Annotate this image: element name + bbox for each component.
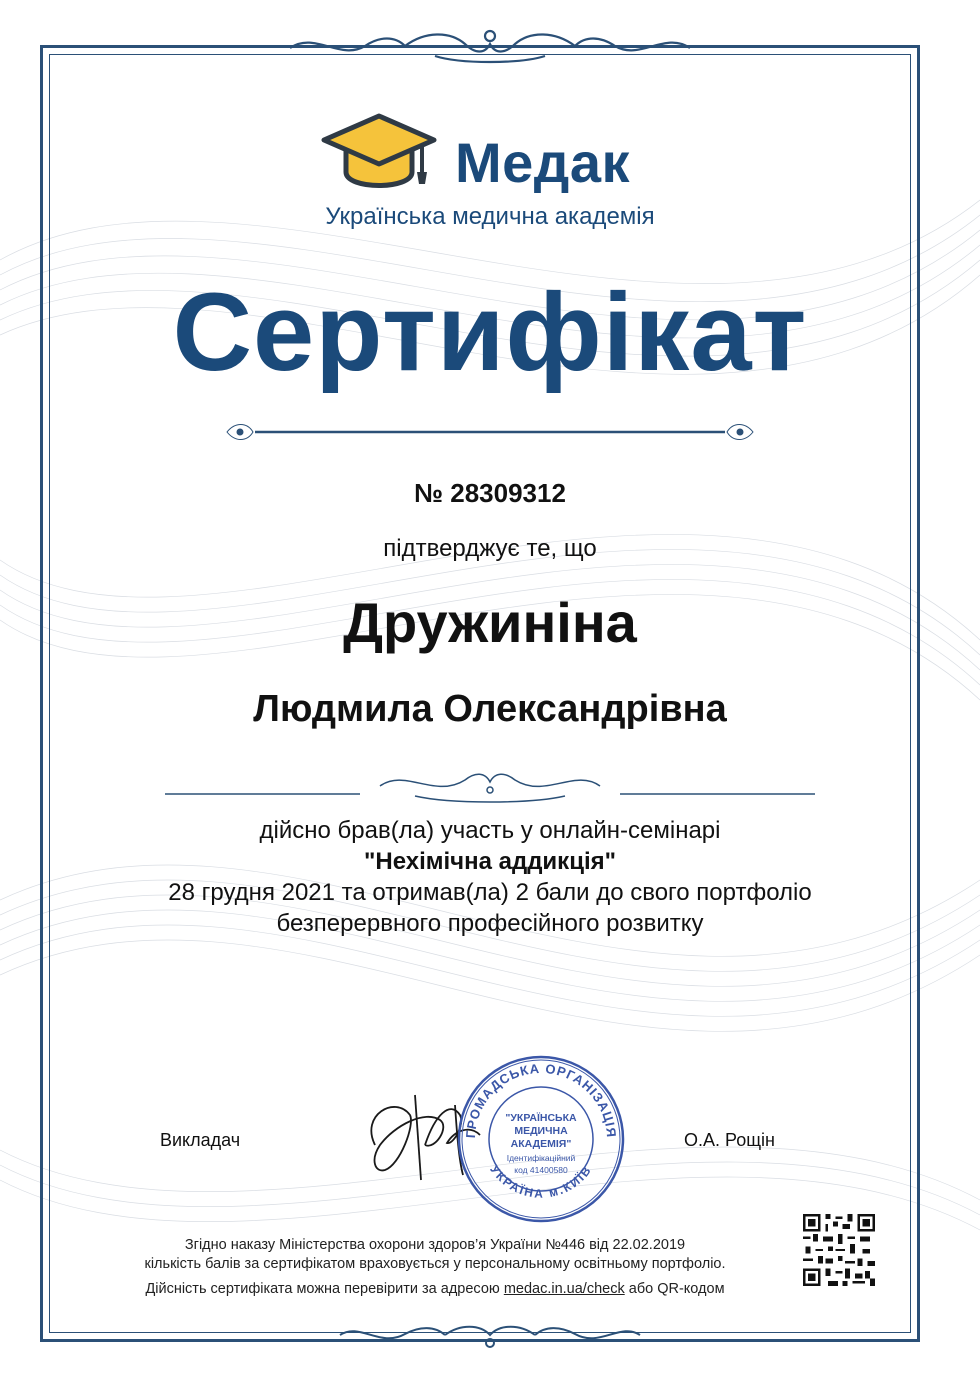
bottom-ornament [335, 1318, 645, 1352]
date-points-line: 28 грудня 2021 та отримав(ла) 2 бали до свого портфоліо [168, 879, 812, 906]
graduation-cap-logo-icon [320, 110, 438, 198]
footer-check-line [90, 1281, 780, 1297]
seal-bottom-text: УКРАЇНА м.КИЇВ [487, 1162, 595, 1201]
name-divider [165, 764, 815, 804]
participation-line: дійсно брав(ла) участь у онлайн-семінарі [259, 817, 721, 844]
seal-inner-line-4: Ідентифікаційний [506, 1153, 576, 1163]
top-ornament [285, 26, 695, 66]
confirms-text: підтверджує те, що [383, 535, 597, 562]
verify-link[interactable]: medac.in.ua/check [503, 1281, 625, 1297]
footer-line-1: Згідно наказу Міністерства охорони здоров’я України №446 від 22.02.2019 [184, 1237, 686, 1253]
recipient-first-patronymic: Людмила Олександрівна [253, 688, 727, 730]
seal-inner-line-3: АКАДЕМІЯ" [510, 1138, 572, 1150]
footer-check-prefix: Дійсність сертифіката можна перевірити за адресою [145, 1281, 500, 1297]
brand-name: Медак [455, 131, 631, 194]
certificate-title: Сертифікат [172, 271, 808, 394]
brand-subtitle: Українська медична академія [325, 203, 655, 230]
seal-inner-line-5: код 41400580 [514, 1165, 568, 1175]
certificate-body [0, 815, 980, 939]
lecturer-label: Викладач [160, 1130, 241, 1150]
portfolio-line: безперервного професійного розвитку [276, 910, 704, 937]
footer-note [90, 1236, 780, 1274]
certificate-number: № 28309312 [414, 478, 566, 508]
seminar-title: "Нехімічна аддикція" [363, 848, 616, 875]
qr-code-icon[interactable] [803, 1214, 875, 1286]
recipient-surname: Дружиніна [343, 591, 637, 654]
seal-inner-line-1: "УКРАЇНСЬКА [505, 1112, 577, 1124]
footer-line-2: кількість балів за сертифікатом враховується у персональному освітньому портфоліо. [144, 1256, 726, 1272]
lecturer-name: О.А. Рощін [684, 1130, 775, 1150]
footer-check-suffix: або QR-кодом [628, 1281, 725, 1297]
official-seal [455, 1053, 627, 1225]
seal-inner-line-2: МЕДИЧНА [514, 1125, 568, 1137]
seal-outer-text: ГРОМАДСЬКА ОРГАНІЗАЦІЯ [462, 1060, 620, 1139]
title-divider [225, 418, 755, 446]
